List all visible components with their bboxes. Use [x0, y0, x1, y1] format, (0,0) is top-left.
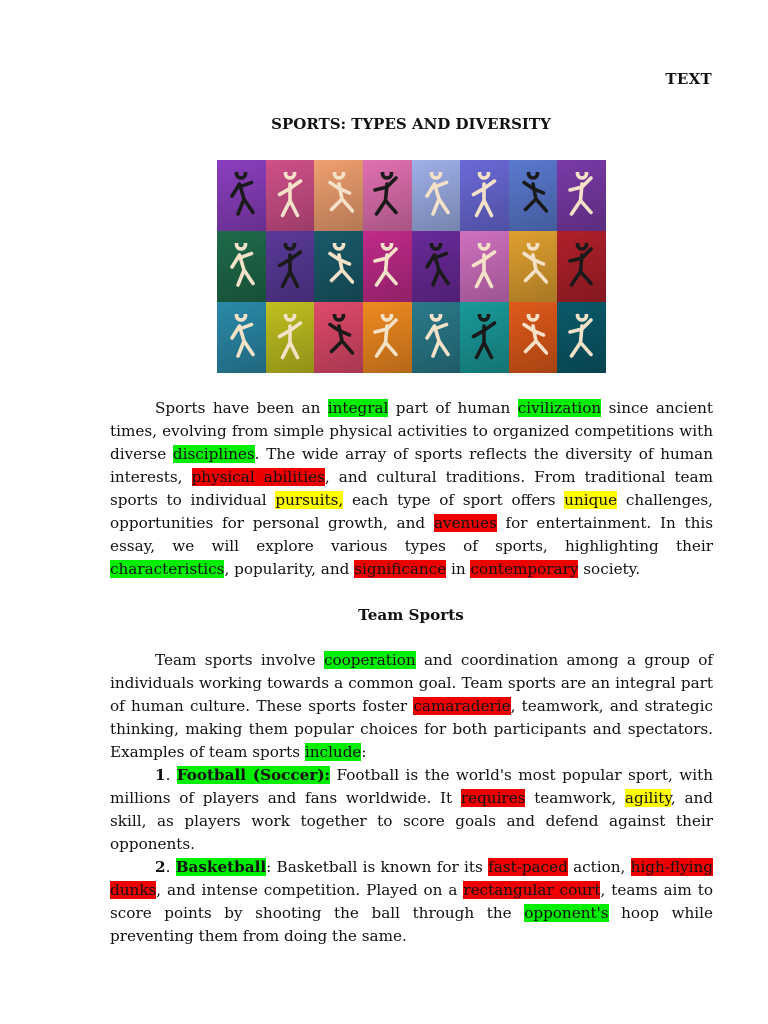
athlete-silhouette	[372, 243, 402, 291]
athlete-silhouette	[469, 314, 499, 362]
athlete-silhouette	[567, 243, 597, 291]
collage-tile	[217, 302, 266, 373]
collage-tile	[266, 302, 315, 373]
collage-tile	[412, 302, 461, 373]
collage-tile	[266, 160, 315, 231]
athlete-silhouette	[372, 314, 402, 362]
highlight-red: avenues	[433, 514, 497, 532]
collage-tile	[217, 231, 266, 302]
team-sports-section	[110, 649, 713, 948]
collage-tile	[363, 160, 412, 231]
collage-tile	[314, 302, 363, 373]
highlight-green: integral	[327, 399, 389, 417]
collage-tile	[363, 302, 412, 373]
highlight-green: include	[304, 743, 362, 761]
collage-tile	[509, 302, 558, 373]
collage-tile	[460, 231, 509, 302]
document-label: TEXT	[665, 70, 712, 88]
collage-tile	[412, 231, 461, 302]
collage-tile	[314, 160, 363, 231]
list-item-football: 1. Football (Soccer): Football is the world's most popular sport, with millions of players and fans worldwide. It requires teamwork, agility, and skill, as players work together to score goals and defend against their opponents.	[110, 766, 714, 853]
section-heading-team-sports: Team Sports	[358, 606, 464, 624]
highlight-green: Basketball	[175, 858, 267, 876]
athlete-silhouette	[469, 172, 499, 220]
highlight-green: Football (Soccer):	[176, 766, 331, 784]
document-title: SPORTS: TYPES AND DIVERSITY	[271, 115, 551, 133]
collage-tile	[217, 160, 266, 231]
athlete-silhouette	[421, 172, 451, 220]
collage-tile	[363, 231, 412, 302]
collage-tile	[557, 160, 606, 231]
athlete-silhouette	[372, 172, 402, 220]
collage-tile	[266, 231, 315, 302]
highlight-yellow: pursuits,	[275, 491, 344, 509]
athlete-silhouette	[421, 314, 451, 362]
athlete-silhouette	[567, 314, 597, 362]
highlight-green: civilization	[517, 399, 602, 417]
collage-tile	[509, 231, 558, 302]
highlight-red: requires	[460, 789, 526, 807]
athlete-silhouette	[567, 172, 597, 220]
highlight-red: fast-paced	[488, 858, 568, 876]
highlight-red: high-flying dunks	[110, 858, 714, 899]
athlete-silhouette	[518, 314, 548, 362]
sports-collage-image	[217, 160, 606, 373]
collage-tile	[314, 231, 363, 302]
collage-tile	[460, 160, 509, 231]
athlete-silhouette	[469, 243, 499, 291]
athlete-silhouette	[518, 172, 548, 220]
highlight-red: camaraderie	[413, 697, 511, 715]
highlight-red: rectangular court	[463, 881, 601, 899]
intro-paragraph: Sports have been an integral part of human civilization since ancient times, evolving from simple physical activities to organized competitions with diverse disciplines. The wide array of sports reflects the diversity of human interests, physical abilities, and cultural traditions. From traditional team sports to individual pursuits, each type of sport offers unique challenges, opportunities for personal growth, and avenues for entertainment. In this essay, we will explore various types of sports, highlighting their characteristics, popularity, and significance in contemporary society.	[110, 399, 714, 578]
collage-tile	[509, 160, 558, 231]
highlight-red: physical abilities	[191, 468, 325, 486]
highlight-red: significance	[354, 560, 447, 578]
list-item-basketball: 2. Basketball: Basketball is known for its fast-paced action, high-flying dunks, and intense competition. Played on a rectangular court, teams aim to score points by shooting the ball through the opponent's hoop while preventing them from doing the same.	[110, 858, 714, 945]
athlete-silhouette	[226, 314, 256, 362]
athlete-silhouette	[518, 243, 548, 291]
athlete-silhouette	[226, 172, 256, 220]
highlight-green: cooperation	[323, 651, 416, 669]
highlight-red: contemporary	[470, 560, 579, 578]
highlight-green: characteristics	[110, 560, 225, 578]
collage-tile	[412, 160, 461, 231]
collage-tile	[460, 302, 509, 373]
athlete-silhouette	[421, 243, 451, 291]
athlete-silhouette	[275, 172, 305, 220]
athlete-silhouette	[324, 243, 354, 291]
collage-tile	[557, 231, 606, 302]
athlete-silhouette	[275, 314, 305, 362]
athlete-silhouette	[275, 243, 305, 291]
collage-tile	[557, 302, 606, 373]
highlight-green: opponent's	[524, 904, 609, 922]
highlight-yellow: unique	[564, 491, 618, 509]
team-sports-paragraph: Team sports involve cooperation and coordination among a group of individuals working towards a common goal. Team sports are an integral part of human culture. These sports foster camaraderie, teamwork, and strategic thinking, making them popular choices for both participants and spectators. Examples of team sports include:	[110, 651, 713, 761]
highlight-yellow: agility	[624, 789, 671, 807]
athlete-silhouette	[324, 314, 354, 362]
highlight-green: disciplines	[172, 445, 255, 463]
athlete-silhouette	[226, 243, 256, 291]
athlete-silhouette	[324, 172, 354, 220]
